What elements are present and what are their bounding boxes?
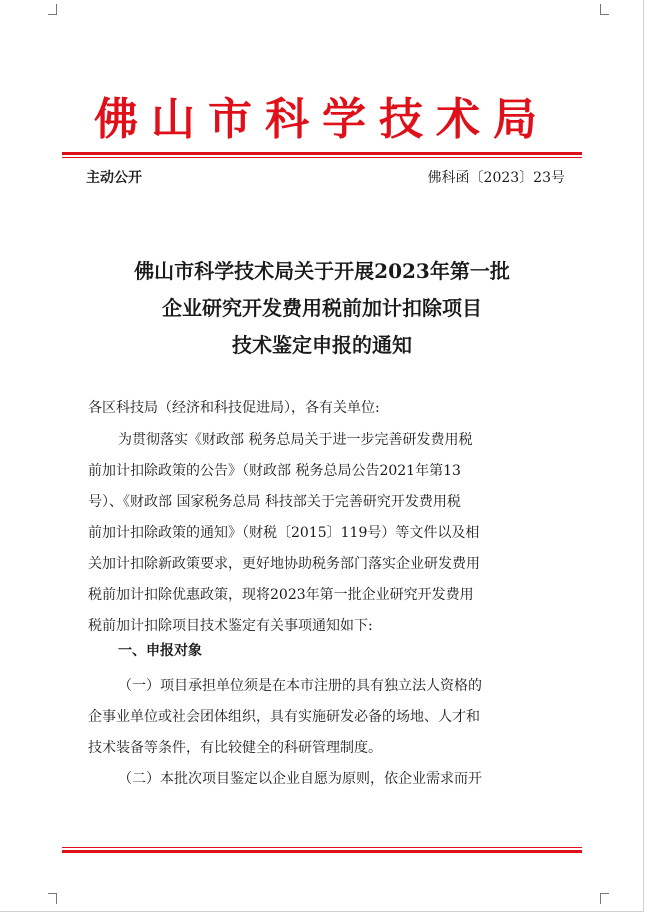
body-line: 前加计扣除政策的公告》（财政部 税务总局公告2021年第13 bbox=[88, 463, 461, 479]
footer-rule-thick bbox=[62, 850, 582, 853]
disclosure-label: 主动公开 bbox=[86, 170, 142, 186]
document-number: 佛科函〔2023〕23号 bbox=[427, 170, 565, 186]
body-line: 关加计扣除新政策要求，更好地协助税务部门落实企业研发费用 bbox=[88, 556, 480, 572]
masthead-title: 佛山市科学技术局 bbox=[94, 94, 550, 145]
salutation: 各区科技局（经济和科技促进局），各有关单位: bbox=[88, 400, 380, 416]
section-line: 技术装备等条件，有比较健全的科研管理制度。 bbox=[88, 740, 382, 756]
section-line: （二）本批次项目鉴定以企业自愿为原则，依企业需求而开 bbox=[118, 771, 482, 787]
section-heading: 一、申报对象 bbox=[118, 643, 202, 659]
crop-mark-bottom-left bbox=[48, 893, 57, 904]
crop-mark-bottom-right bbox=[600, 893, 609, 904]
section-line: 企事业单位或社会团体组织，具有实施研发必备的场地、人才和 bbox=[88, 709, 480, 725]
footer-rule-thin bbox=[62, 847, 582, 848]
section-line: （一）项目承担单位须是在本市注册的具有独立法人资格的 bbox=[118, 678, 482, 694]
body-line: 为贯彻落实《财政部 税务总局关于进一步完善研发费用税 bbox=[118, 432, 473, 448]
body-line: 号）、《财政部 国家税务总局 科技部关于完善研究开发费用税 bbox=[88, 494, 461, 510]
document-title-line-2: 企业研究开发费用税前加计扣除项目 bbox=[162, 296, 482, 320]
masthead-rule-thin bbox=[62, 157, 582, 158]
masthead-rule-thick bbox=[62, 152, 582, 155]
document-title-line-3: 技术鉴定申报的通知 bbox=[232, 333, 412, 357]
crop-mark-top-left bbox=[48, 4, 57, 15]
body-line: 税前加计扣除项目技术鉴定有关事项通知如下: bbox=[88, 618, 373, 634]
document-title-line-1: 佛山市科学技术局关于开展2023年第一批 bbox=[134, 259, 510, 283]
crop-mark-top-right bbox=[600, 4, 609, 15]
body-line: 税前加计扣除优惠政策，现将2023年第一批企业研究开发费用 bbox=[88, 587, 474, 603]
body-line: 前加计扣除政策的通知》（财税〔2015〕119号）等文件以及相 bbox=[88, 525, 480, 541]
